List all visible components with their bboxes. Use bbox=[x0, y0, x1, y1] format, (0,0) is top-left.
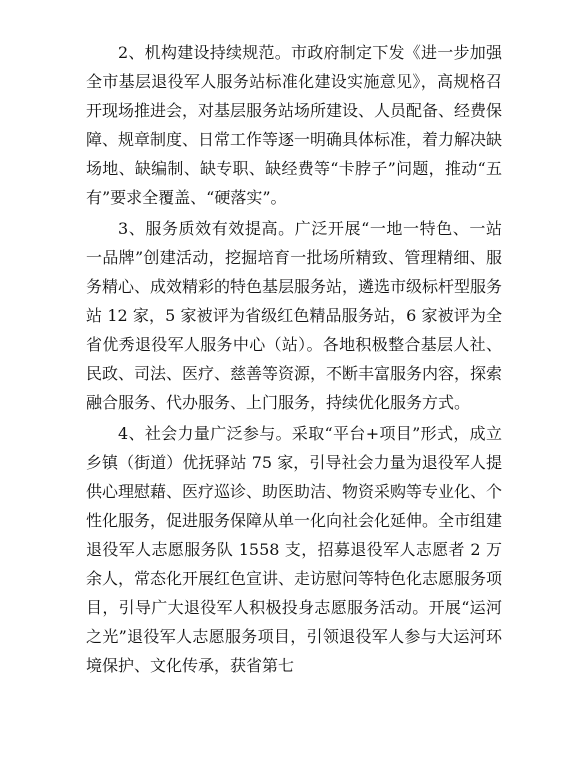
paragraph-service-quality: 3、服务质效有效提高。广泛开展“一地一特色、一站一品牌”创建活动，挖掘培育一批场所精致、管理精细、服务精心、成效精彩的特色基层服务站，遴选市级标杆型服务站 12 家，5 家被评为省级红色精品服务站，6 家被评为全省优秀退役军人服务中心（站）。各地积极整合基层人社、民政、司法、医疗、慈善等资源，不断丰富服务内容，探索融合服务、代办服务、上门服务，持续优化服务方式。 bbox=[86, 219, 503, 412]
paragraph-social-participation: 4、社会力量广泛参与。采取“平台+项目”形式，成立乡镇（街道）优抚驿站 75 家，引导社会力量为退役军人提供心理慰藉、医疗巡诊、助医助洁、物资采购等专业化、个性化服务，促进服务保障从单一化向社会化延伸。全市组建退役军人志愿服务队 1558 支，招募退役军人志愿者 2 万余人，常态化开展红色宣讲、走访慰问等特色化志愿服务项目，引导广大退役军人积极投身志愿服务活动。开展“运河之光”退役军人志愿服务项目，引领退役军人参与大运河环境保护、文化传承，获省第七 bbox=[86, 424, 503, 675]
paragraph-institutional-construction: 2、机构建设持续规范。市政府制定下发《进一步加强全市基层退役军人服务站标准化建设实施意见》，高规格召开现场推进会，对基层服务站场所建设、人员配备、经费保障、规章制度、日常工作等逐一明确具体标准，着力解决缺场地、缺编制、缺专职、缺经费等“卡脖子”问题，推动“五有”要求全覆盖、“硬落实”。 bbox=[86, 43, 503, 207]
document-body bbox=[86, 38, 502, 682]
